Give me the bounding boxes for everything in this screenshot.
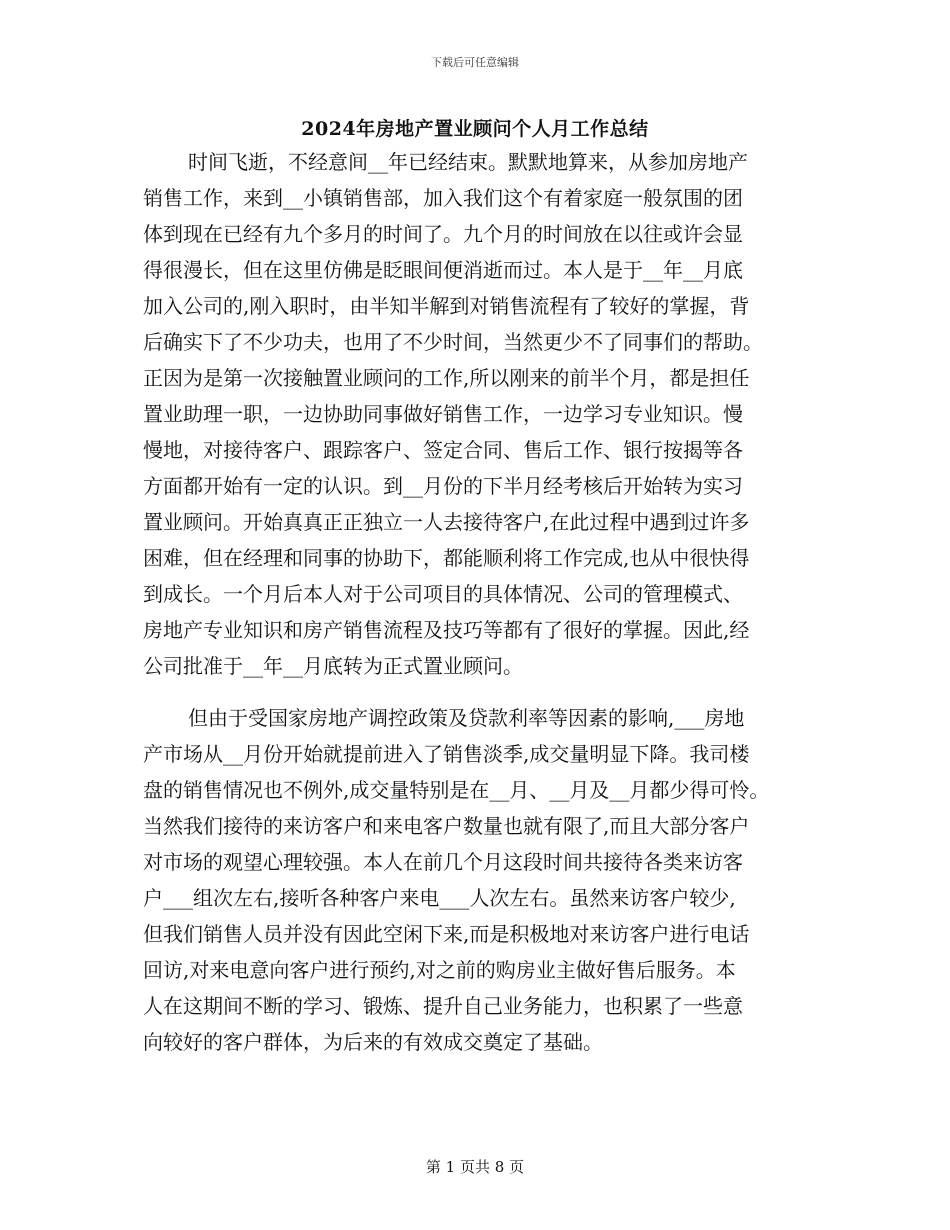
paragraph-2-line-6: 户___组次左右,接听各种客户来电___人次左右。虽然来访客户较少, xyxy=(143,886,736,910)
page-footer: 第 1 页共 8 页 xyxy=(425,1158,525,1176)
paragraph-1-line-8: 置业助理一职，一边协助同事做好销售工作，一边学习专业知识。慢 xyxy=(143,402,743,426)
paragraph-1-line-9: 慢地，对接待客户、跟踪客户、签定合同、售后工作、银行按揭等各 xyxy=(143,438,743,462)
paragraph-1-line-10: 方面都开始有一定的认识。到__月份的下半月经考核后开始转为实习 xyxy=(143,474,743,498)
paragraph-2-line-8: 回访,对来电意向客户进行预约,对之前的购房业主做好售后服务。本 xyxy=(143,958,736,982)
document-title: 2024年房地产置业顾问个人月工作总结 xyxy=(301,118,649,140)
paragraph-2-line-1: 但由于受国家房地产调控政策及贷款利率等因素的影响,___房地 xyxy=(188,706,745,730)
paragraph-1-line-5: 加入公司的,刚入职时，由半知半解到对销售流程有了较好的掌握，背 xyxy=(143,294,750,318)
paragraph-1-line-15: 公司批准于__年__月底转为正式置业顾问。 xyxy=(143,654,523,678)
paragraph-2-line-5: 对市场的观望心理较强。本人在前几个月这段时间共接待各类来访客 xyxy=(143,850,743,874)
paragraph-1-line-12: 困难，但在经理和同事的协助下，都能顺利将工作完成,也从中很快得 xyxy=(143,546,750,570)
paragraph-1-line-2: 销售工作，来到__小镇销售部，加入我们这个有着家庭一般氛围的团 xyxy=(143,186,743,210)
header-note: 下载后可任意编辑 xyxy=(431,56,519,69)
paragraph-2-line-2: 产市场从__月份开始就提前进入了销售淡季,成交量明显下降。我司楼 xyxy=(143,742,750,766)
paragraph-2-line-7: 但我们销售人员并没有因此空闲下来,而是积极地对来访客户进行电话 xyxy=(143,922,750,946)
paragraph-2-line-9: 人在这期间不断的学习、锻炼、提升自己业务能力，也积累了一些意 xyxy=(143,994,743,1018)
paragraph-1-line-11: 置业顾问。开始真真正正独立一人去接待客户,在此过程中遇到过许多 xyxy=(143,510,750,534)
paragraph-2-line-10: 向较好的客户群体，为后来的有效成交奠定了基础。 xyxy=(143,1030,603,1054)
paragraph-1-line-6: 后确实下了不少功夫，也用了不少时间，当然更少不了同事们的帮助。 xyxy=(143,330,763,354)
paragraph-1-line-13: 到成长。一个月后本人对于公司项目的具体情况、公司的管理模式、 xyxy=(143,582,743,606)
paragraph-2-line-4: 当然我们接待的来访客户和来电客户数量也就有限了,而且大部分客户 xyxy=(143,814,750,838)
paragraph-1-line-3: 体到现在已经有九个多月的时间了。九个月的时间放在以往或许会显 xyxy=(143,222,743,246)
paragraph-1-line-4: 得很漫长，但在这里仿佛是眨眼间便消逝而过。本人是于__年__月底 xyxy=(143,258,743,282)
paragraph-1-line-7: 正因为是第一次接触置业顾问的工作,所以刚来的前半个月，都是担任 xyxy=(143,366,750,390)
paragraph-2-line-3: 盘的销售情况也不例外,成交量特别是在__月、__月及__月都少得可怜。 xyxy=(143,778,770,802)
paragraph-1-line-1: 时间飞逝，不经意间__年已经结束。默默地算来，从参加房地产 xyxy=(188,150,748,174)
paragraph-1-line-14: 房地产专业知识和房产销售流程及技巧等都有了很好的掌握。因此,经 xyxy=(143,618,750,642)
